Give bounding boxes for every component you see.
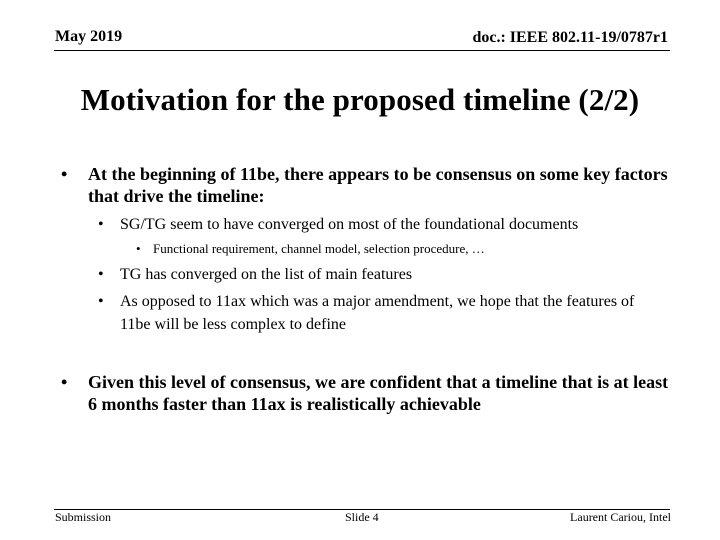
bullet-icon: • [136, 241, 141, 256]
bullet-icon: • [61, 164, 68, 184]
bullet-text: Given this level of consensus, we are confident that a timeline that is at least 6 months faster than 11ax is realistically achievable [88, 372, 669, 414]
footer-slide-number: Slide 4 [345, 510, 379, 524]
bullet-text: SG/TG seem to have converged on most of the foundational documents [120, 216, 579, 233]
footer-author: Laurent Cariou, Intel [570, 510, 671, 524]
bullet-icon: • [98, 266, 104, 283]
bullet-icon: • [98, 216, 104, 233]
bullet-level1-consensus [61, 163, 673, 207]
bullet-level1-timeline-achievable [61, 371, 673, 415]
bullet-text: TG has converged on the list of main features [120, 266, 413, 283]
bullet-text: As opposed to 11ax which was a major amendment, we hope that the features of 11be will be less complex to define [120, 293, 635, 333]
bullet-icon: • [98, 293, 104, 310]
bullet-level2-foundational-docs [98, 213, 675, 236]
bullet-level3-functional-requirement [136, 240, 673, 258]
header-date: May 2019 [55, 28, 123, 45]
header-doc-id: doc.: IEEE 802.11-19/0787r1 [472, 29, 668, 46]
footer-submission: Submission [55, 510, 112, 524]
bullet-level2-main-features [98, 263, 675, 286]
bullet-text: Functional requirement, channel model, selection procedure, … [153, 241, 485, 256]
bullet-icon: • [61, 372, 68, 392]
slide-title: Motivation for the proposed timeline (2/2) [80, 82, 640, 117]
bullet-text: At the beginning of 11be, there appears to be consensus on some key factors that drive the timeline: [88, 164, 668, 206]
bullet-level2-less-complex [98, 290, 655, 336]
